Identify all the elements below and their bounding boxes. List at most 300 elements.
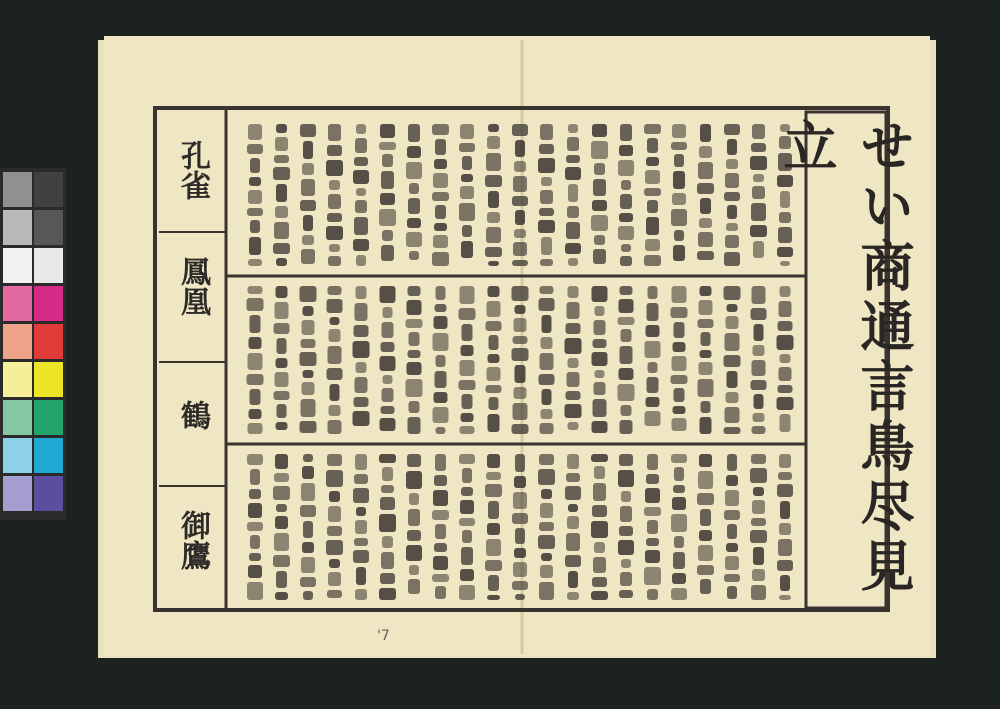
ink-glyph bbox=[487, 595, 500, 600]
ink-glyph bbox=[619, 213, 633, 222]
ink-glyph bbox=[568, 358, 579, 368]
ink-glyph bbox=[566, 155, 580, 163]
ink-glyph bbox=[645, 341, 661, 358]
ink-glyph bbox=[488, 261, 499, 266]
ink-glyph bbox=[621, 329, 632, 342]
ink-glyph bbox=[303, 521, 313, 538]
ink-glyph bbox=[247, 298, 264, 311]
ink-glyph bbox=[302, 320, 315, 335]
swatch bbox=[34, 210, 63, 245]
ink-glyph bbox=[380, 193, 395, 205]
ink-glyph bbox=[540, 124, 553, 140]
ink-glyph bbox=[726, 543, 738, 552]
ink-glyph bbox=[462, 225, 472, 237]
ink-glyph bbox=[514, 387, 527, 399]
ink-glyph bbox=[647, 138, 658, 153]
ink-glyph bbox=[329, 329, 341, 342]
ink-glyph bbox=[303, 306, 314, 316]
ink-glyph bbox=[406, 379, 423, 397]
ink-glyph bbox=[354, 325, 369, 337]
ink-glyph bbox=[327, 368, 343, 380]
ink-glyph bbox=[750, 468, 767, 483]
ink-glyph bbox=[486, 539, 501, 556]
ink-glyph bbox=[487, 454, 500, 468]
ink-glyph bbox=[432, 252, 449, 266]
ink-glyph bbox=[249, 409, 262, 419]
ink-glyph bbox=[751, 203, 766, 221]
ink-glyph bbox=[515, 140, 525, 157]
ink-glyph bbox=[752, 286, 766, 304]
ink-glyph bbox=[488, 286, 500, 297]
ink-glyph bbox=[620, 346, 633, 364]
ink-glyph bbox=[383, 375, 393, 384]
ink-glyph bbox=[540, 423, 554, 434]
ink-glyph bbox=[380, 573, 395, 584]
ink-glyph bbox=[328, 346, 342, 364]
ink-glyph bbox=[328, 420, 342, 434]
ink-glyph bbox=[301, 179, 315, 196]
ink-glyph bbox=[274, 473, 289, 482]
ink-glyph bbox=[515, 365, 526, 383]
ink-glyph bbox=[620, 572, 632, 586]
swatch bbox=[3, 438, 32, 473]
ink-glyph bbox=[461, 547, 473, 565]
ink-glyph bbox=[356, 286, 367, 299]
ink-glyph bbox=[407, 218, 421, 228]
ink-glyph bbox=[355, 303, 368, 321]
left-label-4: 御鷹 bbox=[175, 510, 210, 570]
ink-glyph bbox=[381, 552, 394, 569]
ink-glyph bbox=[354, 474, 368, 484]
ink-glyph bbox=[671, 375, 688, 384]
ink-glyph bbox=[646, 397, 660, 407]
ink-glyph bbox=[276, 504, 287, 512]
ink-glyph bbox=[592, 421, 608, 433]
swatch bbox=[3, 400, 32, 435]
ink-glyph bbox=[382, 388, 394, 402]
ink-glyph bbox=[752, 426, 766, 434]
ink-glyph bbox=[436, 355, 446, 367]
ink-glyph bbox=[514, 476, 526, 488]
ink-glyph bbox=[591, 215, 608, 231]
ink-glyph bbox=[591, 454, 608, 462]
ink-glyph bbox=[724, 355, 741, 367]
ink-glyph bbox=[486, 153, 501, 171]
ink-glyph bbox=[486, 321, 502, 331]
ink-glyph bbox=[594, 235, 605, 245]
ink-glyph bbox=[276, 571, 287, 588]
swatch bbox=[34, 324, 63, 359]
swatch bbox=[34, 286, 63, 321]
ink-glyph bbox=[382, 536, 393, 548]
ink-glyph bbox=[407, 530, 421, 541]
ink-glyph bbox=[753, 487, 764, 496]
ink-glyph bbox=[353, 488, 369, 503]
swatch bbox=[3, 476, 32, 511]
ink-glyph bbox=[752, 186, 765, 199]
ink-glyph bbox=[356, 507, 366, 516]
ink-glyph bbox=[619, 526, 633, 536]
ink-glyph bbox=[672, 124, 686, 138]
ink-glyph bbox=[275, 372, 289, 387]
ink-glyph bbox=[356, 362, 367, 373]
ink-glyph bbox=[701, 401, 711, 413]
ink-glyph bbox=[301, 339, 316, 348]
ink-glyph bbox=[248, 423, 263, 434]
ink-glyph bbox=[750, 530, 767, 543]
ink-glyph bbox=[672, 418, 687, 431]
ink-glyph bbox=[275, 592, 288, 600]
ink-glyph bbox=[515, 305, 526, 314]
ink-glyph bbox=[566, 323, 581, 334]
ink-glyph bbox=[595, 370, 605, 378]
ink-glyph bbox=[515, 454, 525, 472]
ink-glyph bbox=[326, 540, 343, 555]
ink-glyph bbox=[300, 200, 316, 211]
ink-glyph bbox=[618, 470, 634, 487]
ink-glyph bbox=[409, 493, 419, 505]
ink-glyph bbox=[303, 215, 313, 231]
ink-glyph bbox=[329, 491, 340, 502]
ink-glyph bbox=[328, 256, 341, 266]
ink-glyph bbox=[462, 324, 473, 341]
ink-glyph bbox=[751, 380, 767, 390]
page-title bbox=[812, 118, 880, 606]
ink-glyph bbox=[673, 171, 685, 189]
ink-glyph bbox=[433, 490, 448, 506]
ink-glyph bbox=[434, 475, 447, 486]
ink-glyph bbox=[513, 336, 528, 344]
ink-glyph bbox=[619, 368, 634, 380]
ink-glyph bbox=[406, 162, 422, 179]
ink-glyph bbox=[300, 505, 316, 517]
ink-glyph bbox=[434, 159, 447, 169]
ink-glyph bbox=[512, 513, 528, 524]
ink-glyph bbox=[436, 286, 446, 300]
ink-glyph bbox=[568, 258, 578, 266]
ink-glyph bbox=[249, 489, 261, 499]
swatch bbox=[34, 400, 63, 435]
swatch bbox=[3, 172, 32, 207]
ink-glyph bbox=[408, 350, 421, 358]
ink-glyph bbox=[435, 205, 446, 219]
ink-glyph bbox=[249, 237, 261, 255]
ink-glyph bbox=[593, 339, 607, 348]
ink-glyph bbox=[594, 466, 605, 479]
ink-glyph bbox=[567, 137, 579, 151]
ink-glyph bbox=[725, 556, 739, 570]
ink-glyph bbox=[462, 530, 472, 543]
ink-glyph bbox=[698, 232, 713, 247]
ink-glyph bbox=[752, 360, 766, 376]
ink-glyph bbox=[248, 503, 262, 518]
ink-glyph bbox=[621, 244, 631, 252]
ink-glyph bbox=[249, 177, 261, 186]
ink-glyph bbox=[541, 177, 552, 186]
ink-glyph bbox=[353, 341, 370, 358]
ink-glyph bbox=[326, 470, 343, 487]
ink-glyph bbox=[434, 392, 448, 403]
ink-glyph bbox=[488, 575, 499, 591]
ink-glyph bbox=[433, 556, 448, 570]
ink-glyph bbox=[273, 167, 290, 180]
ink-glyph bbox=[698, 379, 714, 397]
ink-glyph bbox=[434, 223, 447, 231]
ink-glyph bbox=[700, 579, 711, 594]
ink-glyph bbox=[593, 399, 607, 417]
ink-glyph bbox=[568, 422, 579, 430]
ink-glyph bbox=[674, 230, 684, 241]
ink-glyph bbox=[697, 183, 714, 194]
ink-glyph bbox=[514, 161, 526, 172]
ink-glyph bbox=[621, 559, 631, 568]
ink-glyph bbox=[594, 542, 605, 553]
swatch bbox=[3, 362, 32, 397]
ink-glyph bbox=[567, 372, 580, 387]
ink-glyph bbox=[727, 586, 737, 599]
ink-glyph bbox=[724, 286, 741, 300]
ink-glyph bbox=[542, 389, 552, 405]
ink-glyph bbox=[514, 318, 527, 332]
ink-glyph bbox=[540, 565, 553, 578]
ink-glyph bbox=[327, 590, 342, 598]
ink-glyph bbox=[381, 406, 395, 414]
ink-glyph bbox=[247, 144, 263, 154]
ink-glyph bbox=[538, 469, 555, 485]
ink-glyph bbox=[672, 497, 686, 510]
ink-glyph bbox=[408, 286, 421, 296]
ink-glyph bbox=[725, 333, 740, 351]
ink-glyph bbox=[486, 385, 502, 393]
ink-glyph bbox=[301, 557, 315, 573]
ink-glyph bbox=[435, 524, 446, 539]
ink-glyph bbox=[249, 337, 262, 349]
ink-glyph bbox=[699, 362, 713, 375]
ink-glyph bbox=[567, 206, 579, 218]
ink-glyph bbox=[356, 188, 366, 196]
ink-glyph bbox=[486, 472, 501, 480]
ink-glyph bbox=[618, 317, 635, 325]
ink-glyph bbox=[515, 594, 525, 600]
ink-glyph bbox=[671, 142, 687, 150]
ink-glyph bbox=[750, 225, 767, 237]
ink-glyph bbox=[300, 352, 317, 366]
ink-glyph bbox=[700, 350, 712, 358]
ink-glyph bbox=[699, 454, 712, 467]
ink-glyph bbox=[300, 421, 317, 433]
ink-glyph bbox=[382, 467, 393, 481]
ink-glyph bbox=[539, 144, 554, 154]
ink-glyph bbox=[354, 538, 368, 546]
ink-glyph bbox=[646, 538, 659, 546]
ink-glyph bbox=[593, 483, 606, 501]
ink-glyph bbox=[512, 348, 529, 361]
ink-glyph bbox=[248, 124, 262, 140]
ink-glyph bbox=[698, 319, 714, 328]
ink-glyph bbox=[329, 405, 341, 416]
ink-glyph bbox=[567, 454, 579, 469]
ink-glyph bbox=[568, 286, 579, 298]
ink-glyph bbox=[751, 585, 766, 600]
ink-glyph bbox=[461, 241, 473, 258]
ink-glyph bbox=[408, 124, 420, 142]
ink-glyph bbox=[274, 155, 289, 163]
ink-glyph bbox=[671, 454, 687, 463]
ink-glyph bbox=[724, 124, 740, 135]
ink-glyph bbox=[753, 547, 764, 565]
ink-glyph bbox=[540, 286, 554, 294]
ink-glyph bbox=[329, 180, 340, 190]
ink-glyph bbox=[488, 501, 499, 519]
ink-glyph bbox=[461, 174, 473, 182]
left-label-1: 孔雀 bbox=[175, 140, 210, 200]
ink-glyph bbox=[673, 485, 685, 493]
ink-glyph bbox=[432, 124, 449, 135]
ink-glyph bbox=[409, 565, 419, 575]
swatch bbox=[3, 248, 32, 283]
ink-glyph bbox=[303, 370, 314, 378]
ink-glyph bbox=[327, 299, 343, 313]
ink-glyph bbox=[646, 157, 659, 166]
ink-glyph bbox=[328, 506, 341, 522]
ink-glyph bbox=[539, 208, 554, 216]
ink-glyph bbox=[276, 124, 287, 133]
swatch bbox=[34, 362, 63, 397]
ink-glyph bbox=[514, 229, 526, 238]
ink-glyph bbox=[275, 206, 288, 218]
ink-glyph bbox=[460, 286, 475, 304]
ink-glyph bbox=[486, 227, 501, 243]
ink-glyph bbox=[568, 504, 578, 512]
ink-glyph bbox=[328, 124, 341, 141]
ink-glyph bbox=[539, 454, 554, 465]
ink-glyph bbox=[594, 320, 606, 335]
ink-glyph bbox=[459, 308, 476, 320]
ink-glyph bbox=[645, 550, 660, 563]
ink-glyph bbox=[673, 245, 685, 261]
ink-glyph bbox=[381, 485, 394, 493]
ink-glyph bbox=[409, 251, 419, 260]
ink-glyph bbox=[434, 543, 447, 552]
ink-glyph bbox=[247, 454, 263, 465]
ink-glyph bbox=[646, 325, 660, 337]
ink-glyph bbox=[620, 286, 633, 295]
ink-glyph bbox=[355, 200, 367, 213]
ink-glyph bbox=[565, 243, 581, 254]
ink-glyph bbox=[538, 220, 555, 233]
ink-glyph bbox=[379, 588, 396, 600]
ink-glyph bbox=[303, 141, 313, 159]
ink-glyph bbox=[301, 399, 316, 417]
ink-glyph bbox=[250, 389, 261, 405]
ink-glyph bbox=[593, 179, 606, 196]
ink-glyph bbox=[406, 232, 422, 247]
ink-glyph bbox=[565, 486, 581, 500]
ink-glyph bbox=[647, 454, 658, 470]
ink-glyph bbox=[568, 184, 578, 202]
ink-glyph bbox=[591, 521, 608, 538]
ink-glyph bbox=[644, 124, 661, 134]
ink-glyph bbox=[541, 337, 553, 349]
ink-glyph bbox=[406, 545, 422, 561]
ink-glyph bbox=[727, 524, 737, 539]
ink-glyph bbox=[645, 488, 660, 503]
ink-glyph bbox=[277, 404, 287, 418]
ink-glyph bbox=[274, 222, 289, 239]
ink-glyph bbox=[436, 427, 446, 434]
ink-glyph bbox=[673, 342, 686, 352]
ink-glyph bbox=[512, 286, 529, 301]
ink-glyph bbox=[435, 454, 446, 471]
ink-glyph bbox=[512, 124, 528, 136]
ink-glyph bbox=[620, 506, 632, 522]
ink-glyph bbox=[381, 245, 394, 261]
ink-glyph bbox=[750, 156, 767, 170]
ink-glyph bbox=[565, 338, 582, 354]
ink-glyph bbox=[355, 589, 367, 600]
ink-glyph bbox=[567, 516, 579, 529]
ink-glyph bbox=[303, 454, 313, 462]
ink-glyph bbox=[538, 535, 555, 549]
ink-glyph bbox=[700, 417, 712, 434]
ink-glyph bbox=[540, 190, 553, 204]
ink-glyph bbox=[565, 167, 581, 180]
ink-glyph bbox=[488, 124, 499, 132]
ink-glyph bbox=[432, 510, 449, 520]
ink-glyph bbox=[647, 200, 658, 213]
ink-glyph bbox=[618, 540, 634, 555]
ink-glyph bbox=[619, 454, 633, 466]
ink-glyph bbox=[672, 286, 687, 303]
ink-glyph bbox=[488, 191, 499, 208]
ink-glyph bbox=[250, 315, 261, 333]
ink-glyph bbox=[726, 223, 738, 231]
ink-glyph bbox=[593, 557, 606, 573]
ink-glyph bbox=[647, 303, 659, 321]
left-label-3: 鶴 bbox=[175, 400, 210, 430]
ink-glyph bbox=[724, 252, 740, 266]
ink-glyph bbox=[380, 124, 395, 138]
ink-glyph bbox=[273, 486, 290, 500]
ink-glyph bbox=[700, 198, 711, 214]
ink-glyph bbox=[727, 454, 737, 471]
ink-glyph bbox=[381, 171, 394, 189]
ink-glyph bbox=[379, 514, 396, 532]
ink-glyph bbox=[302, 163, 314, 175]
ink-glyph bbox=[355, 454, 367, 470]
ink-glyph bbox=[326, 226, 343, 240]
ink-glyph bbox=[300, 286, 317, 302]
ink-glyph bbox=[512, 424, 529, 434]
ink-glyph bbox=[727, 304, 738, 312]
ink-glyph bbox=[727, 205, 737, 219]
ink-glyph bbox=[753, 413, 765, 422]
ink-glyph bbox=[539, 298, 555, 311]
swatch bbox=[34, 248, 63, 283]
ink-glyph bbox=[647, 377, 659, 393]
ink-glyph bbox=[674, 322, 685, 338]
ink-glyph bbox=[380, 418, 396, 431]
ink-glyph bbox=[699, 300, 713, 315]
ink-glyph bbox=[513, 492, 527, 509]
ink-glyph bbox=[592, 200, 607, 211]
ink-glyph bbox=[459, 143, 475, 152]
ink-glyph bbox=[274, 323, 290, 334]
ink-glyph bbox=[247, 582, 263, 600]
ink-glyph bbox=[275, 302, 289, 319]
ink-glyph bbox=[435, 139, 446, 155]
ink-glyph bbox=[487, 136, 500, 149]
